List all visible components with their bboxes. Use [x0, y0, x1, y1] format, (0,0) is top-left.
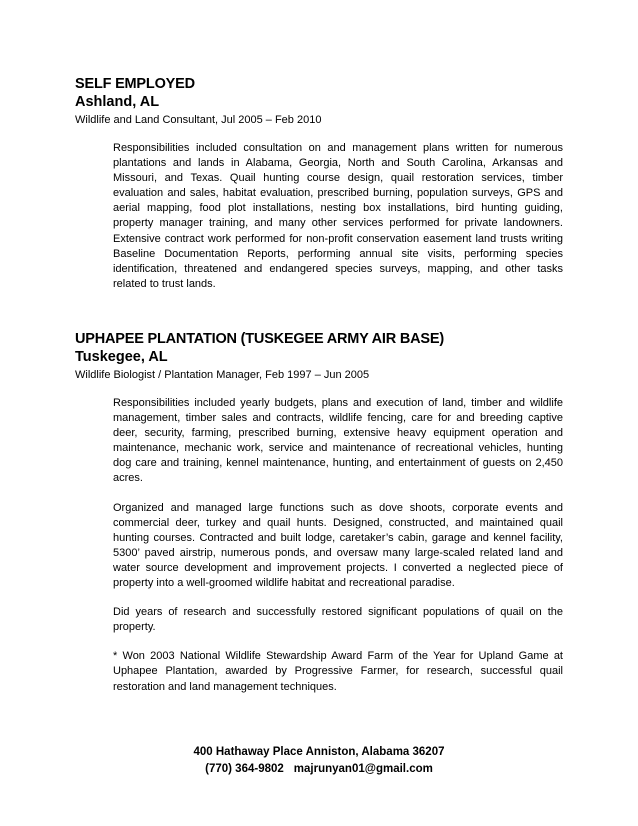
- job-paragraph: Organized and managed large functions such as dove shoots, corporate events and commercial deer, turkey and quail hunts. Designed, constructed, and maintained quail hunting courses. Contracted and built lodge, caretaker’s cabin, garage and kennel facility, 5300’ paved airstrip, numerous ponds, and oversaw many large-scaled related land and water source development and improvement projects. I converted a neglected piece of property into a well-groomed wildlife habitat and recreational paradise.: [113, 501, 563, 590]
- job-paragraph: Responsibilities included consultation on and management plans written for numerous plantations and lands in Alabama, Georgia, North and South Carolina, Arkansas and Missouri, and Texas. Quail hunting course design, quail restoration services, timber evaluation and sales, habitat evaluation, prescribed burning, population surveys, GPS and aerial mapping, food plot installations, nesting box installations, bird hunting guiding, property manager training, and many other services performed for private landowners. Extensive contract work performed for non-profit conservation easement land trusts writing Baseline Documentation Reports, performing annual site visits, performing species identification, threatened and endangered species surveys, mapping, and other tasks related to trust lands.: [113, 142, 563, 290]
- job-header-uphapee: [75, 330, 565, 383]
- company-name: SELF EMPLOYED: [75, 76, 195, 92]
- footer-address: 400 Hathaway Place Anniston, Alabama 36207: [193, 746, 445, 758]
- company-name: UPHAPEE PLANTATION (TUSKEGEE ARMY AIR BASE): [75, 331, 444, 347]
- footer-email: majrunyan01@gmail.com: [293, 763, 433, 775]
- contact-footer: [0, 744, 638, 778]
- job-header-self-employed: [75, 75, 565, 128]
- company-location: Ashland, AL: [75, 94, 160, 110]
- job-paragraph: Responsibilities included yearly budgets, plans and execution of land, timber and wildlife management, timber sales and contracts, wildlife fencing, care for and breeding captive deer, security, farming, prescribed burning, extensive heavy equipment operation and maintenance, mechanic work, service and maintenance of recreational vehicles, hunting dog care and training, kennel maintenance, hunting, and entertainment of guests on 2,450 acres.: [113, 397, 563, 485]
- footer-phone-email-line: [0, 761, 638, 778]
- job-role: Wildlife and Land Consultant, Jul 2005 – Feb 2010: [75, 114, 322, 126]
- job-role: Wildlife Biologist / Plantation Manager, Feb 1997 – Jun 2005: [75, 369, 370, 381]
- job-paragraph: * Won 2003 National Wildlife Stewardship Award Farm of the Year for Upland Game at Uphapee Plantation, awarded by Progressive Farmer, for research, successful quail restoration and land management techniques.: [113, 650, 563, 693]
- job-description-self-employed: [113, 141, 563, 306]
- company-location: Tuskegee, AL: [75, 349, 168, 365]
- footer-phone: (770) 364-9802: [205, 763, 284, 775]
- job-paragraph: Did years of research and successfully restored significant populations of quail on the property.: [113, 606, 563, 634]
- job-description-uphapee: [113, 396, 563, 709]
